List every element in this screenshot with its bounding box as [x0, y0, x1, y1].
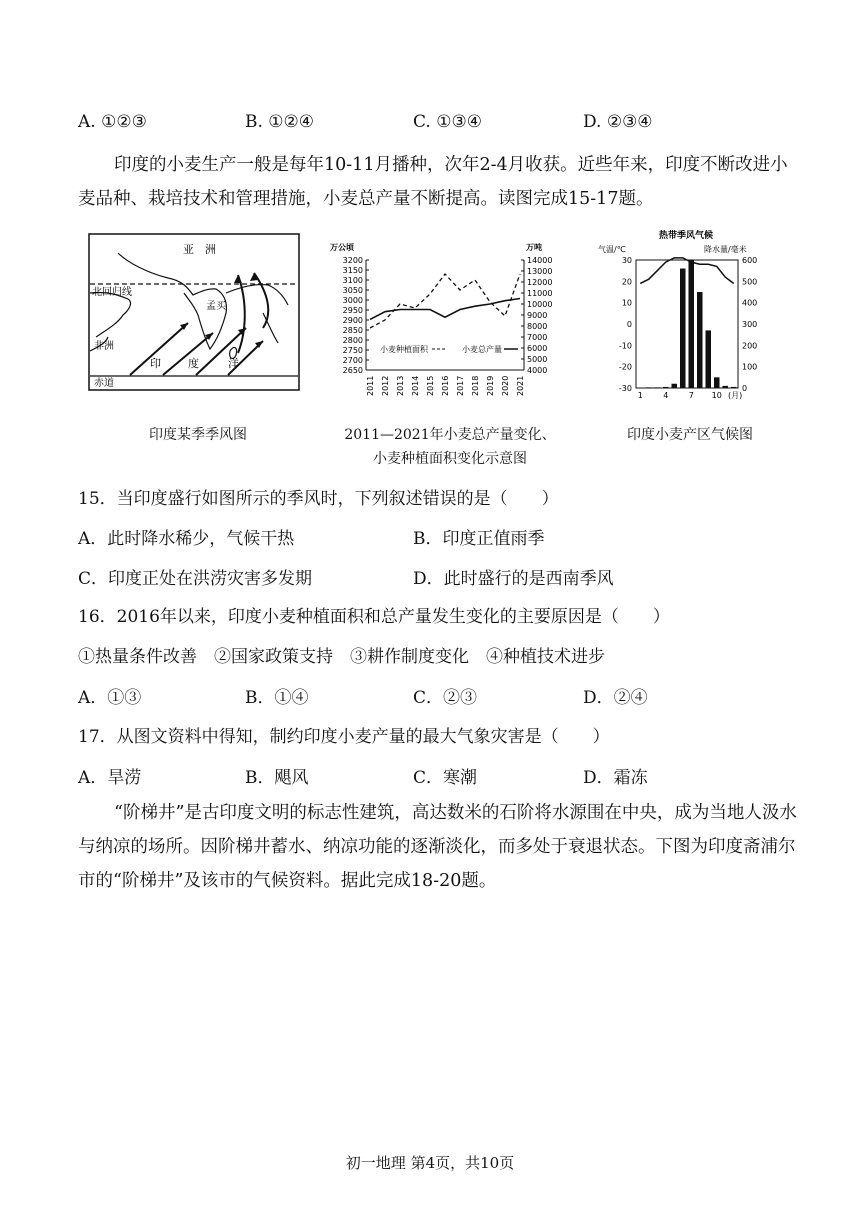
precip-bar — [706, 330, 712, 388]
monsoon-map — [88, 233, 300, 391]
climate-left-tick: 0 — [626, 320, 632, 329]
precip-bar — [714, 377, 720, 388]
left-tick-label: 3000 — [342, 296, 363, 305]
left-tick-label: 2950 — [342, 306, 363, 315]
climate-left-tick: -10 — [618, 341, 632, 351]
option-c-prev: C. ①③④ — [413, 112, 482, 132]
legend-output-label: 小麦总产量 — [462, 345, 502, 354]
map-label-asia: 亚 洲 — [183, 243, 216, 256]
q16-option-c: C．②③ — [413, 688, 478, 708]
page-footer: 初一地理 第4页，共10页 — [345, 1154, 515, 1172]
right-tick-label: 10000 — [527, 300, 553, 309]
legend-area-label: 小麦种植面积 — [380, 345, 428, 354]
x-tick-label: 2019 — [486, 375, 495, 396]
climate-left-tick: -30 — [618, 384, 632, 393]
right-tick-label: 9000 — [527, 311, 548, 320]
q16-items: ①热量条件改善 ②国家政策支持 ③耕作制度变化 ④种植技术进步 — [78, 647, 605, 667]
climate-right-tick: 600 — [742, 256, 758, 265]
left-tick-label: 2650 — [342, 366, 363, 375]
climate-right-unit: 降水量/毫米 — [704, 245, 747, 254]
q15-option-d: D．此时盛行的是西南季风 — [413, 569, 614, 589]
precip-bar — [646, 387, 652, 388]
right-tick-label: 7000 — [527, 333, 548, 342]
map-label-tropic: 北回归线 — [92, 287, 132, 298]
climate-right-tick: 500 — [742, 277, 758, 287]
left-tick-label: 2750 — [342, 346, 363, 355]
x-tick-label: 2015 — [426, 375, 435, 396]
x-tick-label: 2020 — [501, 375, 510, 396]
climate-chart — [596, 230, 776, 400]
right-unit-label: 万吨 — [526, 243, 542, 252]
climate-left-tick: -20 — [618, 362, 632, 372]
intro-paragraph-2: “阶梯井”是古印度文明的标志性建筑，高达数米的石阶将水源围在中央，成为当地人汲水与纳凉的场所。因阶梯井蓄水、纳凉功能的逐渐淡化，而多处于衰退状态。下图为印度斋浦尔市的“阶梯井”及该市的气候资料。据此完成18-20题。 — [78, 803, 797, 891]
left-tick-label: 2700 — [342, 356, 363, 365]
q17-option-b: B．飓风 — [245, 768, 309, 788]
x-tick-label: 2012 — [381, 375, 390, 396]
right-tick-label: 4000 — [527, 366, 548, 375]
q15-stem: 15．当印度盛行如图所示的季风时，下列叙述错误的是（ ） — [78, 489, 559, 509]
temperature-line — [640, 258, 734, 284]
climate-right-tick: 300 — [742, 320, 758, 329]
q17-option-d: D．霜冻 — [583, 768, 648, 788]
q16-option-b: B．①④ — [245, 688, 309, 708]
precip-bar — [680, 269, 686, 388]
map-label-ocean-1: 印 — [150, 357, 161, 370]
series-area-line — [370, 274, 520, 328]
option-d-prev: D. ②③④ — [583, 112, 653, 132]
map-label-africa: 非洲 — [94, 341, 114, 352]
wheat-line-chart — [328, 238, 560, 410]
left-tick-label: 3150 — [342, 266, 363, 275]
climate-left-tick: 10 — [621, 298, 632, 308]
map-label-mumbai: 孟买 — [206, 301, 226, 312]
right-tick-label: 5000 — [527, 355, 548, 364]
climate-left-tick: 30 — [621, 256, 632, 265]
climate-x-tick: 10 — [711, 391, 722, 400]
x-tick-label: 2017 — [456, 375, 465, 396]
map-label-ocean-3: 洋 — [228, 357, 239, 370]
climate-right-tick: 100 — [742, 362, 758, 372]
climate-right-tick: 200 — [742, 341, 758, 351]
x-tick-label: 2021 — [516, 375, 525, 396]
x-tick-label: 2016 — [441, 375, 450, 396]
climate-x-tick: 1 — [637, 391, 643, 400]
left-tick-label: 3200 — [342, 256, 363, 265]
x-tick-label: 2011 — [366, 375, 375, 396]
x-tick-label: 2013 — [396, 375, 405, 396]
option-b-prev: B. ①②④ — [245, 112, 315, 132]
x-tick-label: 2018 — [471, 375, 480, 396]
left-tick-label: 2850 — [342, 326, 363, 335]
q15-option-b: B．印度正值雨季 — [413, 529, 545, 549]
climate-caption: 印度小麦产区气候图 — [627, 427, 753, 443]
option-a-prev: A. ①②③ — [78, 112, 147, 132]
climate-right-tick: 400 — [742, 298, 758, 308]
x-tick-label: 2014 — [411, 375, 420, 396]
climate-month-unit: (月) — [728, 391, 743, 400]
climate-frame — [636, 260, 738, 388]
precip-bar — [723, 386, 729, 388]
right-tick-label: 11000 — [527, 289, 553, 298]
line-chart-caption-1: 2011—2021年小麦总产量变化、 — [344, 427, 556, 443]
map-label-equator: 赤道 — [94, 378, 114, 389]
left-tick-label: 3100 — [342, 276, 363, 285]
map-caption: 印度某季季风图 — [149, 427, 247, 443]
climate-left-unit: 气温/℃ — [598, 245, 626, 254]
climate-x-tick: 4 — [663, 391, 669, 400]
precip-bar — [689, 260, 695, 388]
line-chart-caption-2: 小麦种植面积变化示意图 — [373, 451, 527, 467]
climate-title: 热带季风气候 — [658, 231, 714, 241]
q15-option-a: A．此时降水稀少，气候干热 — [78, 529, 295, 549]
q17-stem: 17．从图文资料中得知，制约印度小麦产量的最大气象灾害是（ ） — [78, 727, 610, 747]
precip-bar — [672, 384, 678, 388]
intro-paragraph-1: 印度的小麦生产一般是每年10-11月播种，次年2-4月收获。近些年来，印度不断改进小麦品种、栽培技术和管理措施，小麦总产量不断提高。读图完成15-17题。 — [78, 155, 788, 209]
left-tick-label: 3050 — [342, 286, 363, 295]
climate-x-tick: 7 — [688, 391, 694, 400]
precip-bar — [697, 292, 703, 388]
precip-bar — [663, 387, 669, 388]
q16-option-a: A．①③ — [78, 688, 142, 708]
right-tick-label: 6000 — [527, 344, 548, 353]
climate-right-tick: 0 — [742, 384, 748, 393]
precip-bar — [655, 387, 661, 388]
right-tick-label: 13000 — [527, 267, 553, 276]
left-tick-label: 2900 — [342, 316, 363, 325]
q15-option-c: C．印度正处在洪涝灾害多发期 — [78, 569, 313, 589]
right-tick-label: 14000 — [527, 256, 553, 265]
precip-bar — [731, 387, 737, 388]
climate-left-tick: 20 — [621, 277, 632, 287]
q17-option-c: C．寒潮 — [413, 768, 478, 788]
q16-stem: 16．2016年以来，印度小麦种植面积和总产量发生变化的主要原因是（ ） — [78, 607, 670, 627]
map-label-ocean-2: 度 — [188, 357, 199, 370]
left-tick-label: 2800 — [342, 336, 363, 345]
right-tick-label: 8000 — [527, 322, 548, 331]
q16-option-d: D．②④ — [583, 688, 648, 708]
right-tick-label: 12000 — [527, 278, 553, 287]
left-unit-label: 万公顷 — [330, 243, 354, 252]
q17-option-a: A．旱涝 — [78, 768, 142, 788]
